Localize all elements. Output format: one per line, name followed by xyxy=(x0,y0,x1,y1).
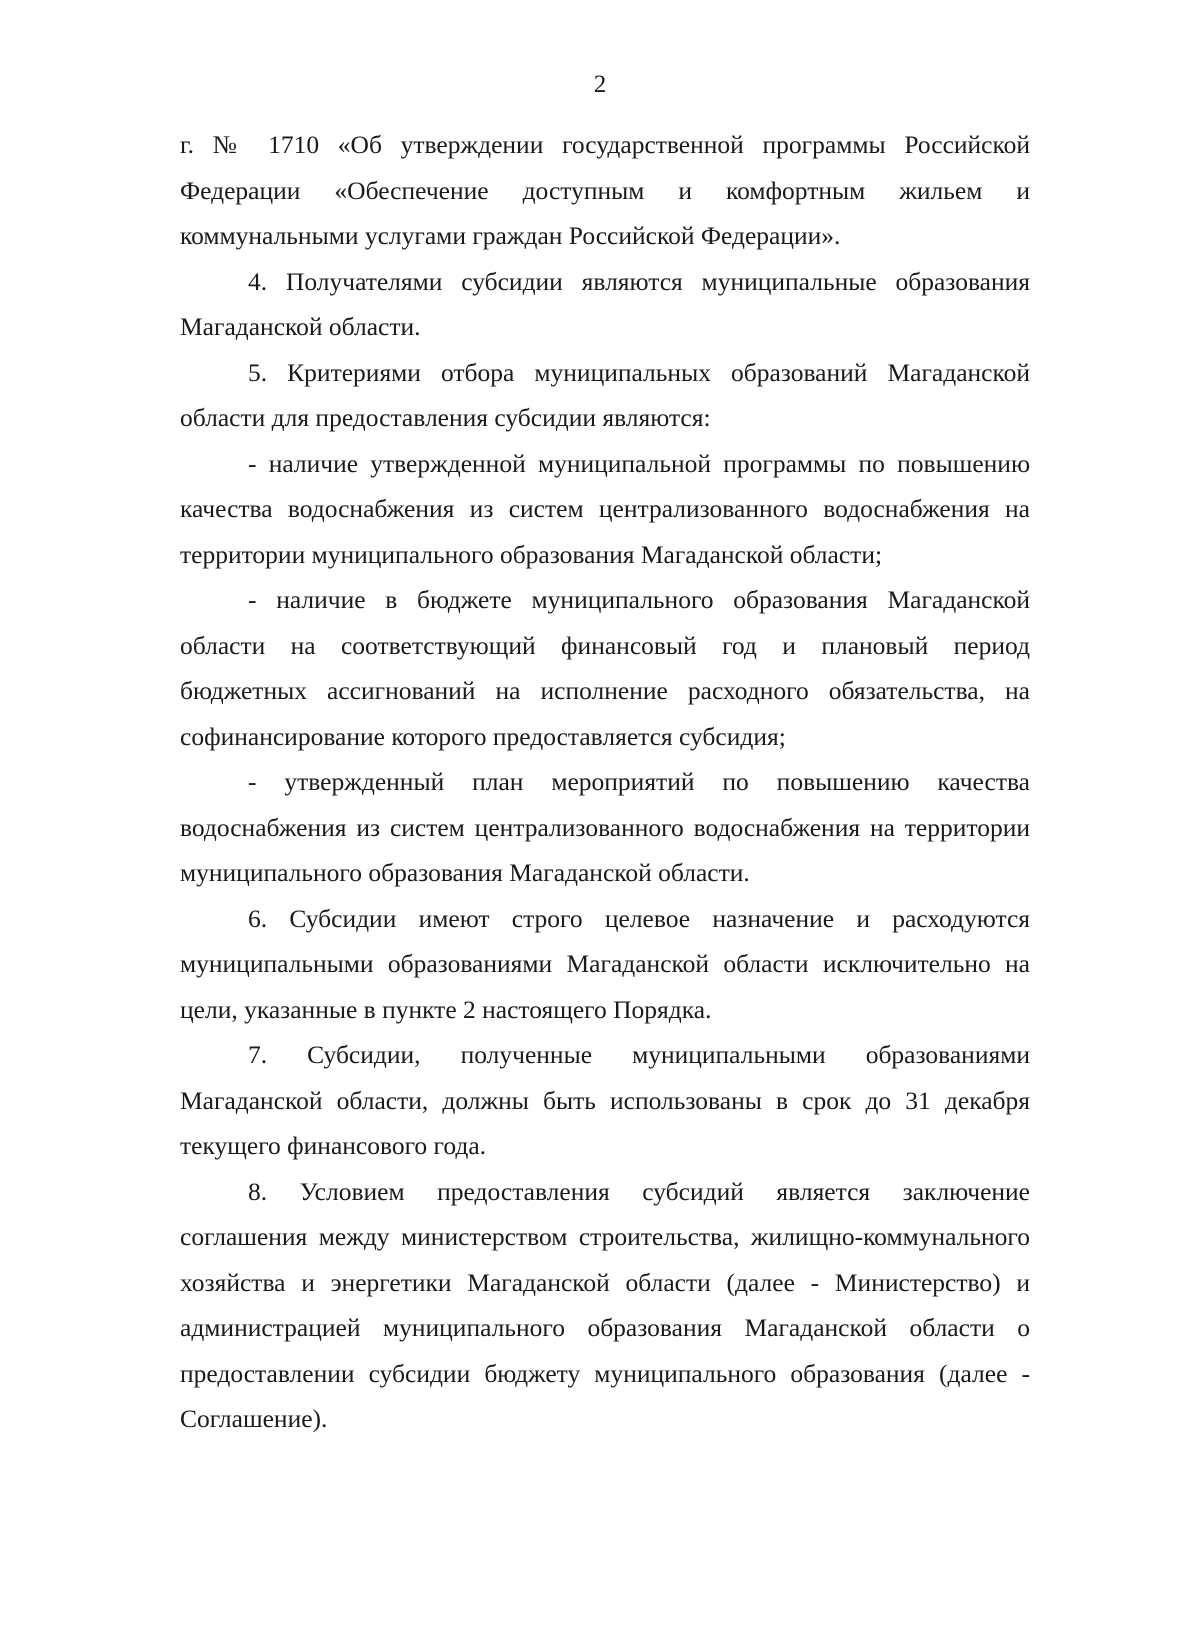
page-number: 2 xyxy=(593,71,607,98)
paragraph-item-8: 8. Условием предоставления субсидий является заключение соглашения между министерством строительства, жилищно-коммунального хозяйства и энергетики Магаданской области (далее - Министерство) и администрацией муниципального образования Магаданской области о предоставлении субсидии бюджету муниципального образования (далее - Соглашение). xyxy=(180,1176,1030,1433)
paragraph-item-5-criterion-2: - наличие в бюджете муниципального образования Магаданской области на соответствующий финансовый год и плановый период бюджетных ассигнований на исполнение расходного обязательства, на софинансирование которого предоставляется субсидия; xyxy=(180,585,1030,751)
paragraph-item-5: 5. Критериями отбора муниципальных образований Магаданской области для предоставления субсидии являются: xyxy=(180,357,1030,432)
document-body xyxy=(180,122,1030,1442)
paragraph-item-4: 4. Получателями субсидии являются муниципальные образования Магаданской области. xyxy=(180,266,1030,341)
paragraph-item-5-criterion-3: - утвержденный план мероприятий по повышению качества водоснабжения из систем централизованного водоснабжения на территории муниципального образования Магаданской области. xyxy=(180,767,1030,887)
paragraph-item-6: 6. Субсидии имеют строго целевое назначение и расходуются муниципальными образованиями Магаданской области исключительно на цели, указанные в пункте 2 настоящего Порядка. xyxy=(180,903,1030,1024)
paragraph-item-5-criterion-1: - наличие утвержденной муниципальной программы по повышению качества водоснабжения из систем централизованного водоснабжения на территории муниципального образования Магаданской области; xyxy=(180,448,1030,569)
paragraph-continuation: г. № 1710 «Об утверждении государственной программы Российской Федерации «Обеспечение доступным и комфортным жильем и коммунальными услугами граждан Российской Федерации». xyxy=(180,130,1030,250)
paragraph-item-7: 7. Субсидии, полученные муниципальными образованиями Магаданской области, должны быть использованы в срок до 31 декабря текущего финансового года. xyxy=(180,1040,1030,1160)
